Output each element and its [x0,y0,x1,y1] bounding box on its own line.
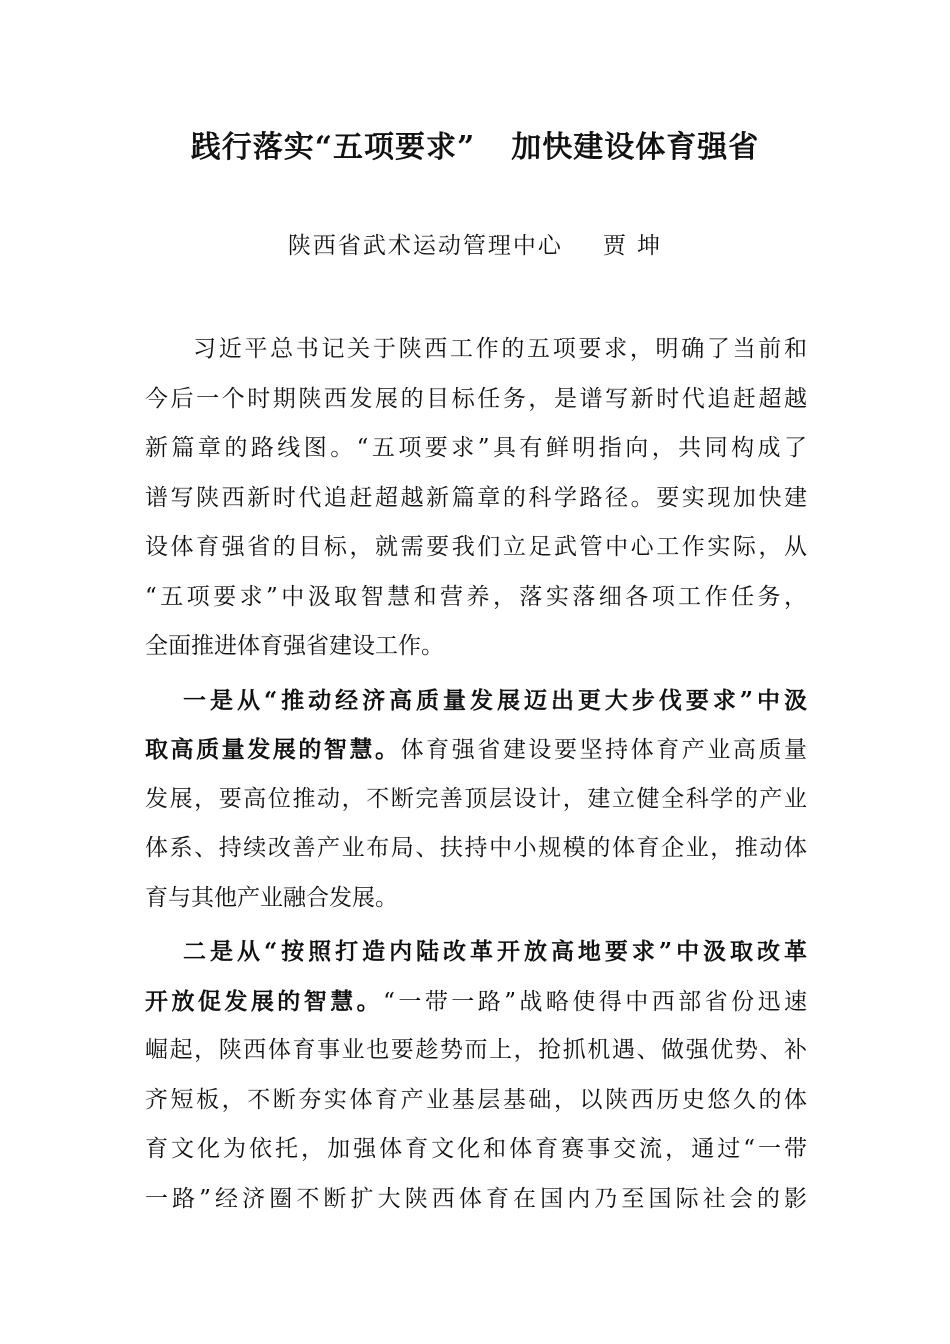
paragraph-second-point [145,927,807,1224]
text-line: 设体育强省的目标，就需要我们立足武管中心工作实际，从 [145,534,807,560]
paragraph-intro [145,325,807,672]
text-line [145,725,807,775]
text-line [145,676,807,726]
text-line: 育与其他产业融合发展。 [145,884,398,911]
author-name: 贾 坤 [602,233,663,259]
title-part-2: 加快建设体育强省 [511,130,760,165]
author-line [0,226,950,266]
bold-heading-text: 一是从“推动经济高质量发展迈出更大步伐要求”中汲 [183,686,807,714]
text-line: 新篇章的路线图。“五项要求”具有鲜明指向，共同构成了 [145,435,807,461]
bold-heading-text: 二是从“按照打造内陆改革开放高地要求”中汲取改革 [183,938,807,965]
text-line: 全面推进体育强省建设工作。 [145,633,444,659]
text-line: “五项要求”中汲取智慧和营养，落实落细各项工作任务， [145,583,807,610]
author-organization: 陕西省武术运动管理中心 [287,233,563,259]
text-line [145,977,807,1027]
paragraph-first-point [145,676,807,924]
text-line: 今后一个时期陕西发展的目标任务，是谱写新时代追赶超越 [145,385,807,412]
body-text: 体育强省建设要坚持体育产业高质量 [400,737,807,763]
text-line: 谱写陕西新时代追赶超越新篇章的科学路径。要实现加快建 [145,484,807,511]
text-line: 习近平总书记关于陕西工作的五项要求，明确了当前和 [193,336,807,362]
document-title [0,126,950,170]
bold-heading-text: 取高质量发展的智慧。 [145,736,401,763]
text-line: 体系、持续改善产业布局、扶持中小规模的体育企业，推动体 [145,835,807,861]
text-line [145,927,807,977]
text-line: 崛起，陕西体育事业也要趁势而上，抢抓机遇、做强优势、补 [145,1037,807,1063]
title-part-1: 践行落实“五项要求” [190,130,476,165]
text-line: 发展，要高位推动，不断完善顶层设计，建立健全科学的产业 [145,785,807,812]
bold-heading-text: 开放促发展的智慧。 [145,987,384,1015]
body-text: “一带一路”战略使得中西部省份迅速 [383,988,807,1015]
text-line: 育文化为依托，加强体育文化和体育赛事交流，通过“一带 [145,1136,807,1162]
text-line: 一路”经济圈不断扩大陕西体育在国内乃至国际社会的影 [145,1185,807,1212]
document-body [145,325,807,1224]
text-line: 齐短板，不断夯实体育产业基层基础，以陕西历史悠久的体 [145,1086,807,1113]
